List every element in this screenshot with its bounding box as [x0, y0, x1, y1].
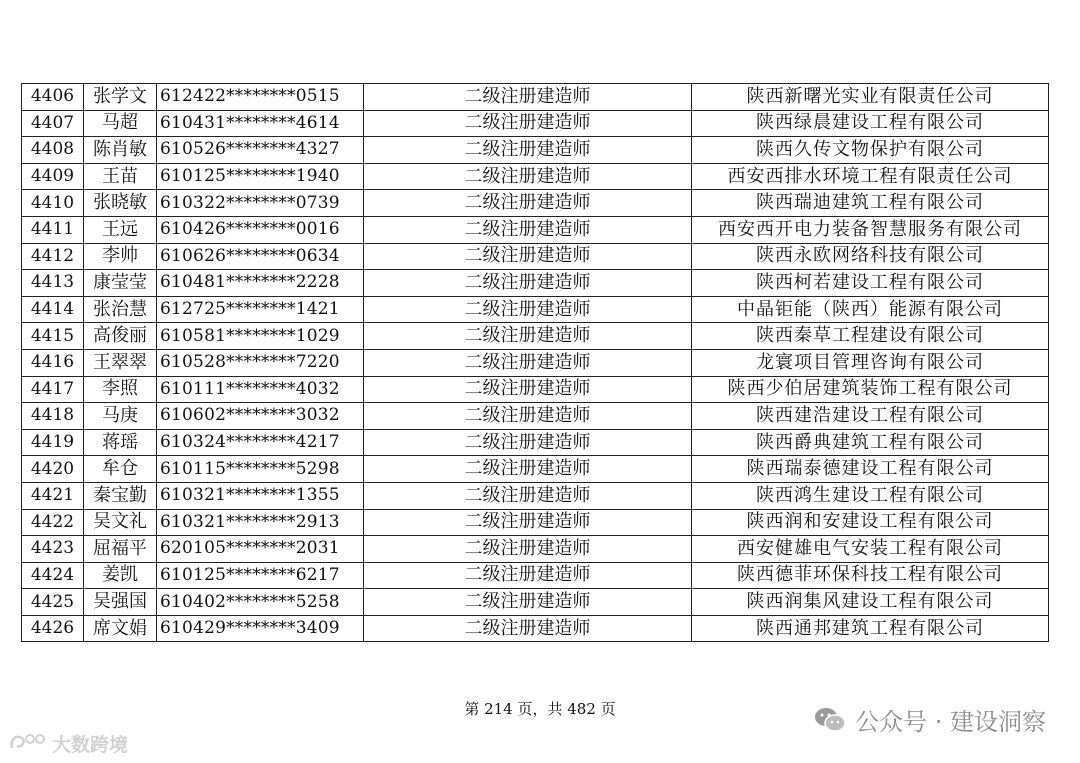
- person-name-cell: 屈福平: [84, 536, 157, 563]
- qualification-cell: 二级注册建造师: [364, 84, 692, 111]
- company-name-cell: 陕西建浩建设工程有限公司: [692, 403, 1049, 430]
- company-name-cell: 西安健雄电气安装工程有限公司: [692, 536, 1049, 563]
- person-name-cell: 康莹莹: [84, 270, 157, 297]
- table-row: [22, 482, 1049, 509]
- row-number-cell: 4420: [22, 456, 84, 483]
- table-row: [22, 376, 1049, 403]
- person-name-cell: 高俊丽: [84, 323, 157, 350]
- wechat-watermark-text: 公众号 · 建设洞察: [855, 708, 1046, 736]
- company-name-cell: 陕西少伯居建筑装饰工程有限公司: [692, 376, 1049, 403]
- id-number-cell: 620105********2031: [157, 536, 364, 563]
- row-number-cell: 4424: [22, 562, 84, 589]
- company-name-cell: 陕西秦草工程建设有限公司: [692, 323, 1049, 350]
- id-number-cell: 610528********7220: [157, 349, 364, 376]
- table-row: [22, 536, 1049, 563]
- company-name-cell: 陕西新曙光实业有限责任公司: [692, 84, 1049, 111]
- person-name-cell: 王翠翠: [84, 349, 157, 376]
- id-number-cell: 610125********6217: [157, 562, 364, 589]
- person-name-cell: 姜凯: [84, 562, 157, 589]
- qualification-cell: 二级注册建造师: [364, 163, 692, 190]
- company-name-cell: 陕西德菲环保科技工程有限公司: [692, 562, 1049, 589]
- qualification-cell: 二级注册建造师: [364, 482, 692, 509]
- qualification-cell: 二级注册建造师: [364, 509, 692, 536]
- company-name-cell: 陕西鸿生建设工程有限公司: [692, 482, 1049, 509]
- qualification-cell: 二级注册建造师: [364, 243, 692, 270]
- table-row: [22, 137, 1049, 164]
- qualification-cell: 二级注册建造师: [364, 349, 692, 376]
- person-name-cell: 吴文礼: [84, 509, 157, 536]
- row-number-cell: 4423: [22, 536, 84, 563]
- qualification-cell: 二级注册建造师: [364, 429, 692, 456]
- qualification-cell: 二级注册建造师: [364, 190, 692, 217]
- qualification-cell: 二级注册建造师: [364, 110, 692, 137]
- wechat-watermark: [813, 702, 1046, 737]
- company-name-cell: 陕西久传文物保护有限公司: [692, 137, 1049, 164]
- row-number-cell: 4417: [22, 376, 84, 403]
- person-name-cell: 蒋瑶: [84, 429, 157, 456]
- table-row: [22, 456, 1049, 483]
- person-name-cell: 李帅: [84, 243, 157, 270]
- qualification-cell: 二级注册建造师: [364, 137, 692, 164]
- qualification-cell: 二级注册建造师: [364, 615, 692, 642]
- table-row: [22, 323, 1049, 350]
- company-name-cell: 龙寰项目管理咨询有限公司: [692, 349, 1049, 376]
- table-row: [22, 270, 1049, 297]
- row-number-cell: 4411: [22, 216, 84, 243]
- table-row: [22, 84, 1049, 111]
- table-row: [22, 110, 1049, 137]
- id-number-cell: 610426********0016: [157, 216, 364, 243]
- id-number-cell: 610526********4327: [157, 137, 364, 164]
- qualification-cell: 二级注册建造师: [364, 323, 692, 350]
- person-name-cell: 陈肖敏: [84, 137, 157, 164]
- person-name-cell: 席文娟: [84, 615, 157, 642]
- company-name-cell: 陕西瑞迪建筑工程有限公司: [692, 190, 1049, 217]
- row-number-cell: 4413: [22, 270, 84, 297]
- id-number-cell: 610322********0739: [157, 190, 364, 217]
- person-name-cell: 张晓敏: [84, 190, 157, 217]
- person-name-cell: 吴强国: [84, 589, 157, 616]
- row-number-cell: 4425: [22, 589, 84, 616]
- row-number-cell: 4410: [22, 190, 84, 217]
- page-number: 第 214 页，共 482 页: [464, 700, 616, 718]
- wechat-icon: [813, 706, 847, 734]
- table-row: [22, 509, 1049, 536]
- id-number-cell: 610321********2913: [157, 509, 364, 536]
- qualification-cell: 二级注册建造师: [364, 270, 692, 297]
- id-number-cell: 610321********1355: [157, 482, 364, 509]
- table-row: [22, 349, 1049, 376]
- row-number-cell: 4412: [22, 243, 84, 270]
- company-name-cell: 陕西绿晨建设工程有限公司: [692, 110, 1049, 137]
- row-number-cell: 4421: [22, 482, 84, 509]
- logo-icon: [8, 730, 48, 757]
- company-name-cell: 西安西排水环境工程有限责任公司: [692, 163, 1049, 190]
- id-number-cell: 610431********4614: [157, 110, 364, 137]
- row-number-cell: 4407: [22, 110, 84, 137]
- table-row: [22, 296, 1049, 323]
- brand-watermark: [8, 730, 128, 757]
- company-name-cell: 陕西润集风建设工程有限公司: [692, 589, 1049, 616]
- company-name-cell: 陕西瑞泰德建设工程有限公司: [692, 456, 1049, 483]
- qualification-cell: 二级注册建造师: [364, 216, 692, 243]
- table-row: [22, 562, 1049, 589]
- table-row: [22, 615, 1049, 642]
- company-name-cell: 陕西永欧网络科技有限公司: [692, 243, 1049, 270]
- person-name-cell: 马超: [84, 110, 157, 137]
- person-name-cell: 秦宝勤: [84, 482, 157, 509]
- table-row: [22, 429, 1049, 456]
- registration-table: [21, 83, 1049, 642]
- qualification-cell: 二级注册建造师: [364, 456, 692, 483]
- person-name-cell: 王苗: [84, 163, 157, 190]
- table-row: [22, 163, 1049, 190]
- id-number-cell: 610602********3032: [157, 403, 364, 430]
- table-row: [22, 589, 1049, 616]
- brand-watermark-text: 大数跨境: [52, 734, 129, 756]
- company-name-cell: 陕西通邦建筑工程有限公司: [692, 615, 1049, 642]
- company-name-cell: 陕西柯若建设工程有限公司: [692, 270, 1049, 297]
- qualification-cell: 二级注册建造师: [364, 589, 692, 616]
- qualification-cell: 二级注册建造师: [364, 376, 692, 403]
- id-number-cell: 612422********0515: [157, 84, 364, 111]
- id-number-cell: 610402********5258: [157, 589, 364, 616]
- table-row: [22, 216, 1049, 243]
- id-number-cell: 610581********1029: [157, 323, 364, 350]
- person-name-cell: 王远: [84, 216, 157, 243]
- id-number-cell: 610115********5298: [157, 456, 364, 483]
- id-number-cell: 610111********4032: [157, 376, 364, 403]
- row-number-cell: 4418: [22, 403, 84, 430]
- id-number-cell: 610429********3409: [157, 615, 364, 642]
- table-row: [22, 243, 1049, 270]
- row-number-cell: 4426: [22, 615, 84, 642]
- person-name-cell: 张学文: [84, 84, 157, 111]
- id-number-cell: 610125********1940: [157, 163, 364, 190]
- company-name-cell: 陕西爵典建筑工程有限公司: [692, 429, 1049, 456]
- id-number-cell: 610481********2228: [157, 270, 364, 297]
- person-name-cell: 马庚: [84, 403, 157, 430]
- row-number-cell: 4414: [22, 296, 84, 323]
- id-number-cell: 610324********4217: [157, 429, 364, 456]
- id-number-cell: 612725********1421: [157, 296, 364, 323]
- row-number-cell: 4408: [22, 137, 84, 164]
- table-row: [22, 403, 1049, 430]
- qualification-cell: 二级注册建造师: [364, 296, 692, 323]
- row-number-cell: 4415: [22, 323, 84, 350]
- person-name-cell: 牟仓: [84, 456, 157, 483]
- row-number-cell: 4419: [22, 429, 84, 456]
- row-number-cell: 4422: [22, 509, 84, 536]
- row-number-cell: 4406: [22, 84, 84, 111]
- company-name-cell: 中晶钜能（陕西）能源有限公司: [692, 296, 1049, 323]
- id-number-cell: 610626********0634: [157, 243, 364, 270]
- person-name-cell: 张治慧: [84, 296, 157, 323]
- row-number-cell: 4416: [22, 349, 84, 376]
- qualification-cell: 二级注册建造师: [364, 536, 692, 563]
- person-name-cell: 李照: [84, 376, 157, 403]
- table-body: [22, 84, 1049, 642]
- company-name-cell: 西安西开电力装备智慧服务有限公司: [692, 216, 1049, 243]
- table-row: [22, 190, 1049, 217]
- qualification-cell: 二级注册建造师: [364, 562, 692, 589]
- company-name-cell: 陕西润和安建设工程有限公司: [692, 509, 1049, 536]
- qualification-cell: 二级注册建造师: [364, 403, 692, 430]
- row-number-cell: 4409: [22, 163, 84, 190]
